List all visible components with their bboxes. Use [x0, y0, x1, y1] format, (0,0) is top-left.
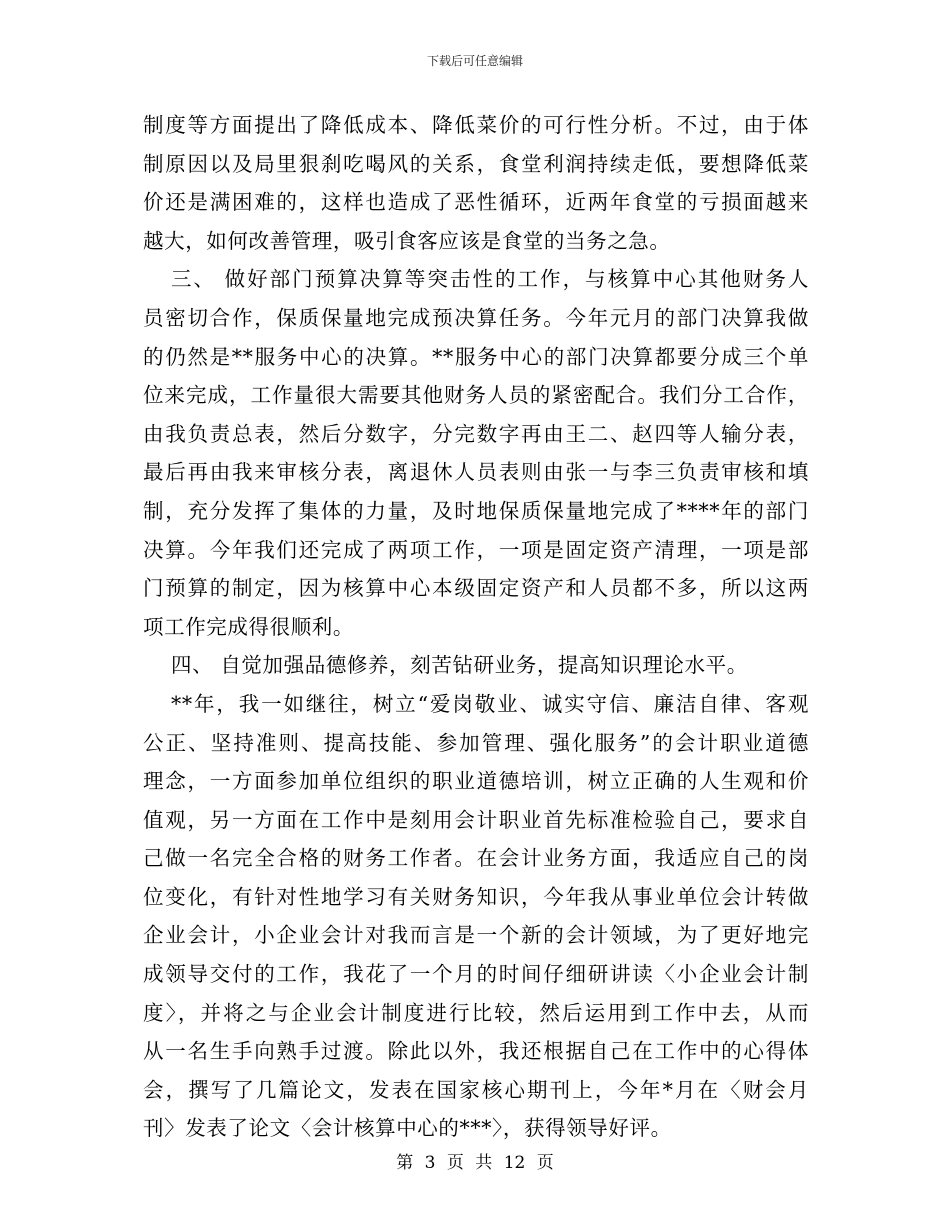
text-line: 公正、坚持准则、提高技能、参加管理、强化服务”的会计职业道德	[143, 730, 809, 755]
text-line: 值观，另一方面在工作中是刻用会计职业首先标准检验自己，要求自	[143, 807, 809, 832]
text-line: 的仍然是**服务中心的决算。**服务中心的部门决算都要分成三个单	[143, 344, 809, 369]
text-line: 位来完成，工作量很大需要其他财务人员的紧密配合。我们分工合作，	[143, 383, 809, 408]
document-body	[143, 106, 809, 1148]
text-line: 越大，如何改善管理，吸引食客应该是食堂的当务之急。	[143, 228, 671, 253]
text-line: 位变化，有针对性地学习有关财务知识，今年我从事业单位会计转做	[143, 884, 809, 909]
section-heading-line: 三、 做好部门预算决算等突击性的工作，与核算中心其他财务人	[171, 267, 809, 292]
page-header: 下载后可任意编辑	[426, 54, 523, 68]
text-line: 员密切合作，保质保量地完成预决算任务。今年元月的部门决算我做	[143, 305, 809, 330]
text-line: 项工作完成得很顺利。	[143, 614, 354, 639]
text-line: 从一名生手向熟手过渡。除此以外，我还根据自己在工作中的心得体	[143, 1039, 809, 1064]
text-line: 决算。今年我们还完成了两项工作，一项是固定资产清理，一项是部	[143, 537, 809, 562]
section-heading-line: 四、 自觉加强品德修养，刻苦钻研业务，提高知识理论水平。	[171, 653, 748, 678]
text-line: 制，充分发挥了集体的力量，及时地保质保量地完成了****年的部门	[143, 498, 809, 523]
text-line: 门预算的制定，因为核算中心本级固定资产和人员都不多，所以这两	[143, 576, 809, 601]
text-line: 最后再由我来审核分表，离退休人员表则由张一与李三负责审核和填	[143, 460, 809, 485]
text-line: 理念，一方面参加单位组织的职业道德培训，树立正确的人生观和价	[143, 769, 809, 794]
text-line: 价还是满困难的，这样也造成了恶性循环，近两年食堂的亏损面越来	[143, 190, 809, 215]
text-line: 企业会计，小企业会计对我而言是一个新的会计领域，为了更好地完	[143, 923, 809, 948]
text-line: 刊〉发表了论文〈会计核算中心的***〉，获得领导好评。	[143, 1116, 672, 1141]
text-line: **年，我一如继往，树立“爱岗敬业、诚实守信、廉洁自律、客观	[171, 691, 809, 716]
text-line: 由我负责总表，然后分数字，分完数字再由王二、赵四等人输分表，	[143, 421, 809, 446]
text-line: 会，撰写了几篇论文，发表在国家核心期刊上，今年*月在〈财会月	[143, 1077, 809, 1102]
text-line: 成领导交付的工作，我花了一个月的时间仔细研讲读〈小企业会计制	[143, 962, 809, 987]
text-line: 度〉，并将之与企业会计制度进行比较，然后运用到工作中去，从而	[143, 1000, 809, 1025]
text-line: 己做一名完全合格的财务工作者。在会计业务方面，我适应自己的岗	[143, 846, 809, 871]
page-number-footer: 第 3 页 共 12 页	[396, 1153, 554, 1173]
text-line: 制原因以及局里狠刹吃喝风的关系，食堂利润持续走低，要想降低菜	[143, 151, 809, 176]
text-line: 制度等方面提出了降低成本、降低菜价的可行性分析。不过，由于体	[143, 113, 809, 137]
